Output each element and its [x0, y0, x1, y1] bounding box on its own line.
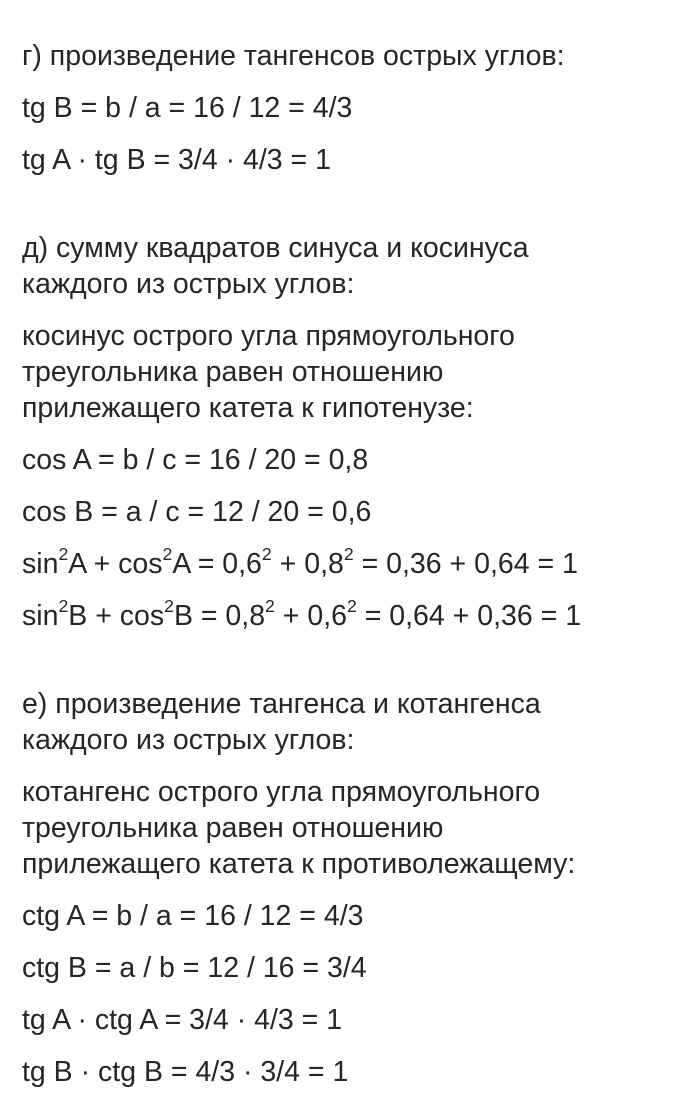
section-e-heading-line-2: каждого из острых углов: — [22, 724, 355, 756]
section-e-formula-2: ctg B = a / b = 12 / 16 = 3/4 — [22, 952, 367, 984]
section-e-explanation-line-2: треугольника равен отношению — [22, 812, 444, 844]
section-e-explanation-line-3: прилежащего катета к противолежащему: — [22, 848, 576, 880]
section-d-formula-2: cos B = a / c = 12 / 20 = 0,6 — [22, 496, 372, 528]
section-e-explanation-line-1: котангенс острого угла прямоугольного — [22, 776, 541, 808]
section-e-formula-4: tg B · ctg B = 4/3 · 3/4 = 1 — [22, 1056, 349, 1088]
section-e-formula-3: tg A · ctg A = 3/4 · 4/3 = 1 — [22, 1004, 343, 1036]
section-g-formula-2: tg A · tg B = 3/4 · 4/3 = 1 — [22, 144, 331, 176]
section-d-explanation-line-2: треугольника равен отношению — [22, 356, 444, 388]
section-g-heading: г) произведение тангенсов острых углов: — [22, 40, 565, 72]
section-d-formula-4: $\sin^2B + \cos^2B = 0,8^2 + 0,6^2 = 0,64 + 0,36 = 1$ — [22, 595, 582, 632]
section-d-explanation-line-1: косинус острого угла прямоугольного — [22, 320, 515, 352]
section-e-heading-line-1: е) произведение тангенса и котангенса — [22, 688, 541, 720]
section-g-formula-1: tg B = b / a = 16 / 12 = 4/3 — [22, 92, 353, 124]
solution-text — [22, 38, 672, 1090]
section-e-formula-1: ctg A = b / a = 16 / 12 = 4/3 — [22, 900, 364, 932]
section-d-formula-1: cos A = b / c = 16 / 20 = 0,8 — [22, 444, 369, 476]
section-d-formula-3: $\sin^2A + \cos^2A = 0,6^2 + 0,8^2 = 0,36 + 0,64 = 1$ — [22, 543, 578, 580]
section-d-heading-line-1: д) сумму квадратов синуса и косинуса — [22, 232, 529, 264]
section-d-explanation-line-3: прилежащего катета к гипотенузе: — [22, 392, 474, 424]
section-d-heading-line-2: каждого из острых углов: — [22, 268, 355, 300]
